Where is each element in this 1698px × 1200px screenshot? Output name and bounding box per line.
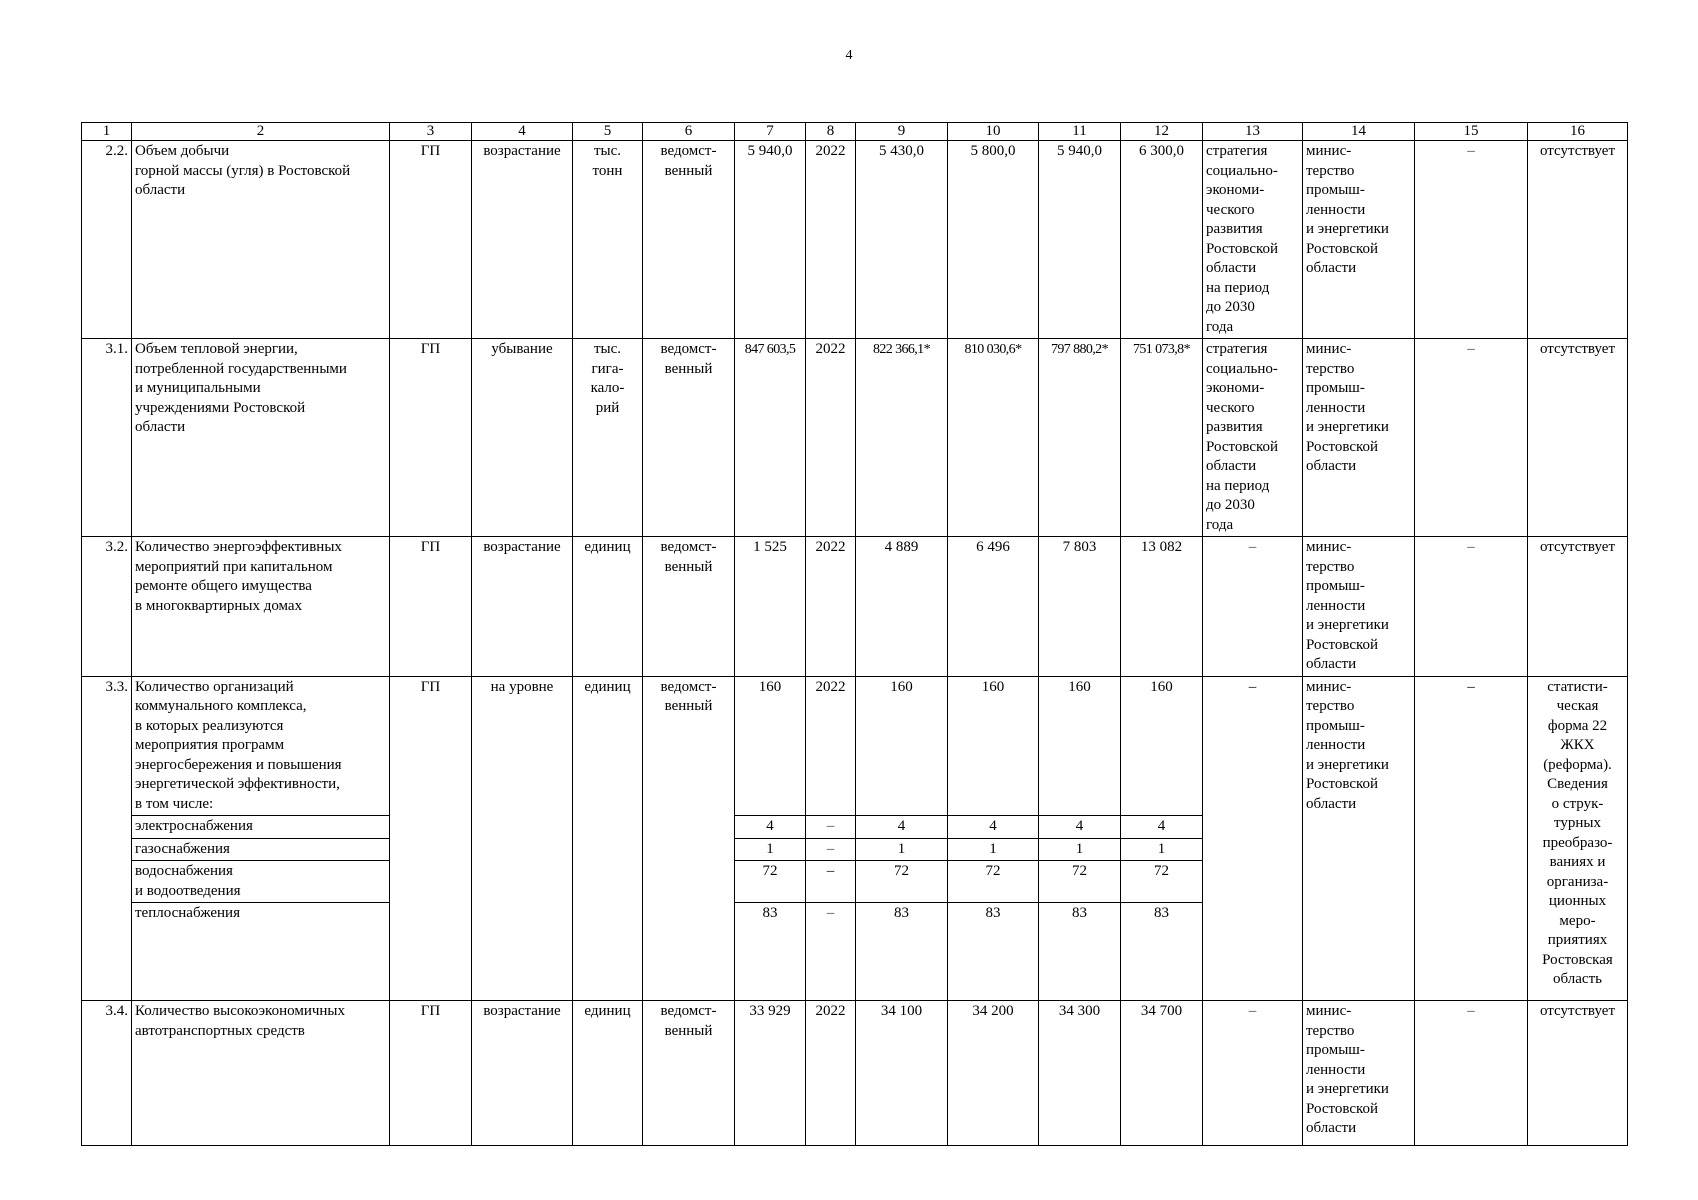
column-number: 10 (948, 123, 1039, 141)
base-year: 2022 (806, 676, 856, 816)
base-value: 72 (735, 861, 806, 903)
indicator-type: ГП (390, 537, 472, 677)
base-value: 4 (735, 816, 806, 839)
base-value: 1 525 (735, 537, 806, 677)
column-number: 9 (856, 123, 948, 141)
indicator-name: Количество энергоэффективных мероприятий при капитальном ремонте общего имущества в многоквартирных домах (132, 537, 390, 677)
indicator-level: ведомст- венный (643, 339, 735, 537)
strategy-document: – (1203, 676, 1303, 1001)
base-year: 2022 (806, 141, 856, 339)
base-year: – (806, 861, 856, 903)
indicator-name: Количество высокоэкономичных автотранспортных средств (132, 1001, 390, 1146)
indicator-name: Количество организаций коммунального комплекса, в которых реализуются мероприятия программ энергосбережения и повышения энергетической эффективности, в том числе: (132, 676, 390, 816)
value-year-3: 160 (1039, 676, 1121, 816)
link-to-indicator: – (1415, 339, 1528, 537)
base-value: 1 (735, 838, 806, 861)
subindicator-name: водоснабжения и водоотведения (132, 861, 390, 903)
unit: единиц (573, 537, 643, 677)
value-year-2: 5 800,0 (948, 141, 1039, 339)
indicator-name: Объем добычи горной массы (угля) в Ростовской области (132, 141, 390, 339)
base-value: 160 (735, 676, 806, 816)
value-year-4: 4 (1121, 816, 1203, 839)
indicators-table (81, 122, 1628, 1146)
indicator-direction: на уровне (472, 676, 573, 1001)
column-number: 16 (1528, 123, 1628, 141)
value-year-2: 4 (948, 816, 1039, 839)
unit: тыс. тонн (573, 141, 643, 339)
subindicator-name: электроснабжения (132, 816, 390, 839)
unit: единиц (573, 676, 643, 1001)
base-value: 33 929 (735, 1001, 806, 1146)
base-year: 2022 (806, 339, 856, 537)
value-year-4: 160 (1121, 676, 1203, 816)
value-year-1: 5 430,0 (856, 141, 948, 339)
indicator-type: ГП (390, 141, 472, 339)
strategy-document: стратегия социально- экономи- ческого развития Ростовской области на период до 2030 года (1203, 339, 1303, 537)
base-year: – (806, 816, 856, 839)
base-year: 2022 (806, 537, 856, 677)
info-system: отсутствует (1528, 339, 1628, 537)
value-year-3: 7 803 (1039, 537, 1121, 677)
indicator-type: ГП (390, 1001, 472, 1146)
row-number: 3.2. (82, 537, 132, 677)
strategy-document: – (1203, 537, 1303, 677)
info-system: отсутствует (1528, 1001, 1628, 1146)
value-year-4: 751 073,8* (1121, 339, 1203, 537)
value-year-4: 6 300,0 (1121, 141, 1203, 339)
value-year-2: 810 030,6* (948, 339, 1039, 537)
column-number: 13 (1203, 123, 1303, 141)
unit: тыс. гига- кало- рий (573, 339, 643, 537)
value-year-2: 34 200 (948, 1001, 1039, 1146)
value-year-1: 83 (856, 903, 948, 1001)
value-year-4: 34 700 (1121, 1001, 1203, 1146)
table-row (82, 1001, 1628, 1146)
value-year-1: 4 889 (856, 537, 948, 677)
column-number: 8 (806, 123, 856, 141)
column-number: 3 (390, 123, 472, 141)
subindicator-name: газоснабжения (132, 838, 390, 861)
column-number: 1 (82, 123, 132, 141)
link-to-indicator: – (1415, 141, 1528, 339)
column-number: 6 (643, 123, 735, 141)
column-number: 5 (573, 123, 643, 141)
column-number: 4 (472, 123, 573, 141)
indicator-direction: возрастание (472, 141, 573, 339)
column-number: 7 (735, 123, 806, 141)
indicator-name: Объем тепловой энергии, потребленной государственными и муниципальными учреждениями Ростовской области (132, 339, 390, 537)
base-value: 83 (735, 903, 806, 1001)
base-value: 5 940,0 (735, 141, 806, 339)
value-year-1: 72 (856, 861, 948, 903)
indicator-level: ведомст- венный (643, 676, 735, 1001)
column-number: 12 (1121, 123, 1203, 141)
base-year: – (806, 838, 856, 861)
responsible-body: минис- терство промыш- ленности и энергетики Ростовской области (1303, 1001, 1415, 1146)
info-system: отсутствует (1528, 537, 1628, 677)
indicator-level: ведомст- венный (643, 537, 735, 677)
indicator-level: ведомст- венный (643, 1001, 735, 1146)
column-number: 11 (1039, 123, 1121, 141)
strategy-document: – (1203, 1001, 1303, 1146)
value-year-3: 34 300 (1039, 1001, 1121, 1146)
indicator-type: ГП (390, 676, 472, 1001)
value-year-2: 6 496 (948, 537, 1039, 677)
link-to-indicator: – (1415, 1001, 1528, 1146)
unit: единиц (573, 1001, 643, 1146)
value-year-3: 72 (1039, 861, 1121, 903)
column-number: 14 (1303, 123, 1415, 141)
base-year: 2022 (806, 1001, 856, 1146)
responsible-body: минис- терство промыш- ленности и энергетики Ростовской области (1303, 537, 1415, 677)
strategy-document: стратегия социально- экономи- ческого развития Ростовской области на период до 2030 года (1203, 141, 1303, 339)
value-year-4: 1 (1121, 838, 1203, 861)
link-to-indicator: – (1415, 676, 1528, 1001)
indicator-direction: возрастание (472, 1001, 573, 1146)
indicator-level: ведомст- венный (643, 141, 735, 339)
value-year-3: 5 940,0 (1039, 141, 1121, 339)
value-year-4: 13 082 (1121, 537, 1203, 677)
row-number: 3.1. (82, 339, 132, 537)
indicator-type: ГП (390, 339, 472, 537)
value-year-3: 4 (1039, 816, 1121, 839)
value-year-1: 34 100 (856, 1001, 948, 1146)
value-year-2: 160 (948, 676, 1039, 816)
row-number: 3.3. (82, 676, 132, 1001)
column-number: 15 (1415, 123, 1528, 141)
value-year-2: 1 (948, 838, 1039, 861)
row-number: 3.4. (82, 1001, 132, 1146)
value-year-4: 83 (1121, 903, 1203, 1001)
table-row (82, 339, 1628, 537)
value-year-1: 160 (856, 676, 948, 816)
base-year: – (806, 903, 856, 1001)
base-value: 847 603,5 (735, 339, 806, 537)
row-number: 2.2. (82, 141, 132, 339)
info-system: отсутствует (1528, 141, 1628, 339)
table-row (82, 676, 1628, 816)
responsible-body: минис- терство промыш- ленности и энергетики Ростовской области (1303, 676, 1415, 1001)
responsible-body: минис- терство промыш- ленности и энергетики Ростовской области (1303, 339, 1415, 537)
info-system: статисти- ческая форма 22 ЖКХ (реформа). Сведения о струк- турных преобразо- ваниях и организа- ционных меро- приятиях Ростовская область (1528, 676, 1628, 1001)
value-year-3: 1 (1039, 838, 1121, 861)
value-year-2: 72 (948, 861, 1039, 903)
responsible-body: минис- терство промыш- ленности и энергетики Ростовской области (1303, 141, 1415, 339)
link-to-indicator: – (1415, 537, 1528, 677)
page-number: 4 (845, 48, 853, 63)
indicator-direction: убывание (472, 339, 573, 537)
value-year-1: 4 (856, 816, 948, 839)
value-year-1: 822 366,1* (856, 339, 948, 537)
column-number: 2 (132, 123, 390, 141)
table-row (82, 141, 1628, 339)
value-year-3: 797 880,2* (1039, 339, 1121, 537)
column-number-row (82, 123, 1628, 141)
table-row (82, 537, 1628, 677)
value-year-1: 1 (856, 838, 948, 861)
indicator-direction: возрастание (472, 537, 573, 677)
value-year-3: 83 (1039, 903, 1121, 1001)
value-year-2: 83 (948, 903, 1039, 1001)
subindicator-name: теплоснабжения (132, 903, 390, 1001)
value-year-4: 72 (1121, 861, 1203, 903)
